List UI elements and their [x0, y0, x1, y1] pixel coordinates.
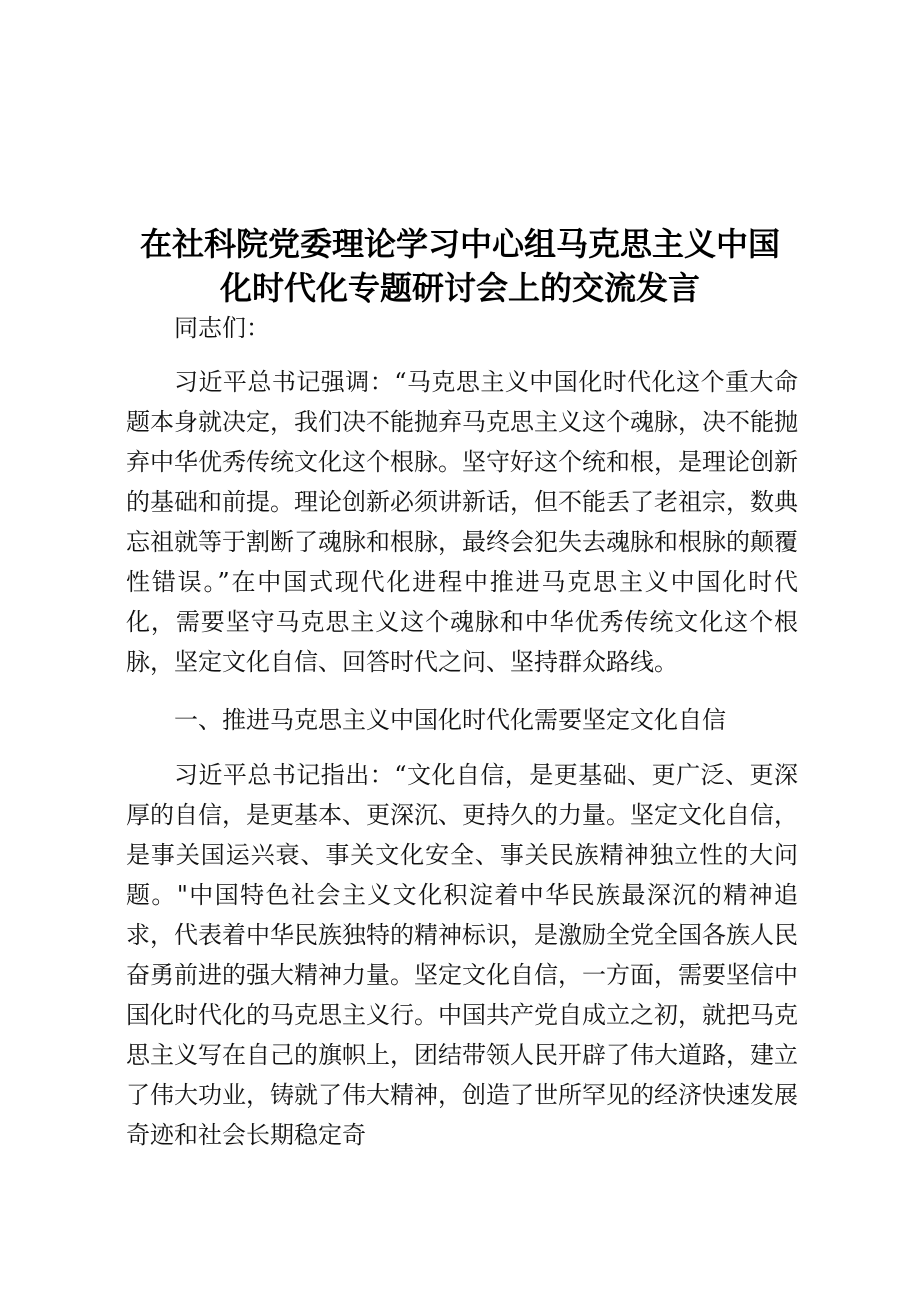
greeting: 同志们：: [174, 314, 270, 342]
document-title: [120, 222, 800, 310]
paragraph-intro: 习近平总书记强调：“马克思主义中国化时代化这个重大命题本身就决定，我们决不能抛弃马克思主义这个魂脉，决不能抛弃中华优秀传统文化这个根脉。坚守好这个统和根，是理论创新的基础和前提。理论创新必须讲新话，但不能丢了老祖宗，数典忘祖就等于割断了魂脉和根脉，最终会犯失去魂脉和根脉的颠覆性错误。”在中国式现代化进程中推进马克思主义中国化时代化，需要坚守马克思主义这个魂脉和中华优秀传统文化这个根脉，坚定文化自信、回答时代之问、坚持群众路线。: [126, 368, 798, 676]
title-line-2: 化时代化专题研讨会上的交流发言: [219, 269, 700, 307]
paragraph-section-1: 习近平总书记指出：“文化自信，是更基础、更广泛、更深厚的自信，是更基本、更深沉、更持久的力量。坚定文化自信，是事关国运兴衰、事关文化安全、事关民族精神独立性的大问题。"中国特色社会主义文化积淀着中华民族最深沉的精神追求，代表着中华民族独特的精神标识，是激励全党全国各族人民奋勇前进的强大精神力量。坚定文化自信，一方面，需要坚信中国化时代化的马克思主义行。中国共产党自成立之初，就把马克思主义写在自己的旗帜上，团结带领人民开辟了伟大道路，建立了伟大功业，铸就了伟大精神，创造了世所罕见的经济快速发展奇迹和社会长期稳定奇: [126, 761, 798, 1149]
title-line-1: 在社科院党委理论学习中心组马克思主义中国: [139, 225, 780, 263]
section-heading-1: 一、推进马克思主义中国化时代化需要坚定文化自信: [174, 706, 726, 734]
